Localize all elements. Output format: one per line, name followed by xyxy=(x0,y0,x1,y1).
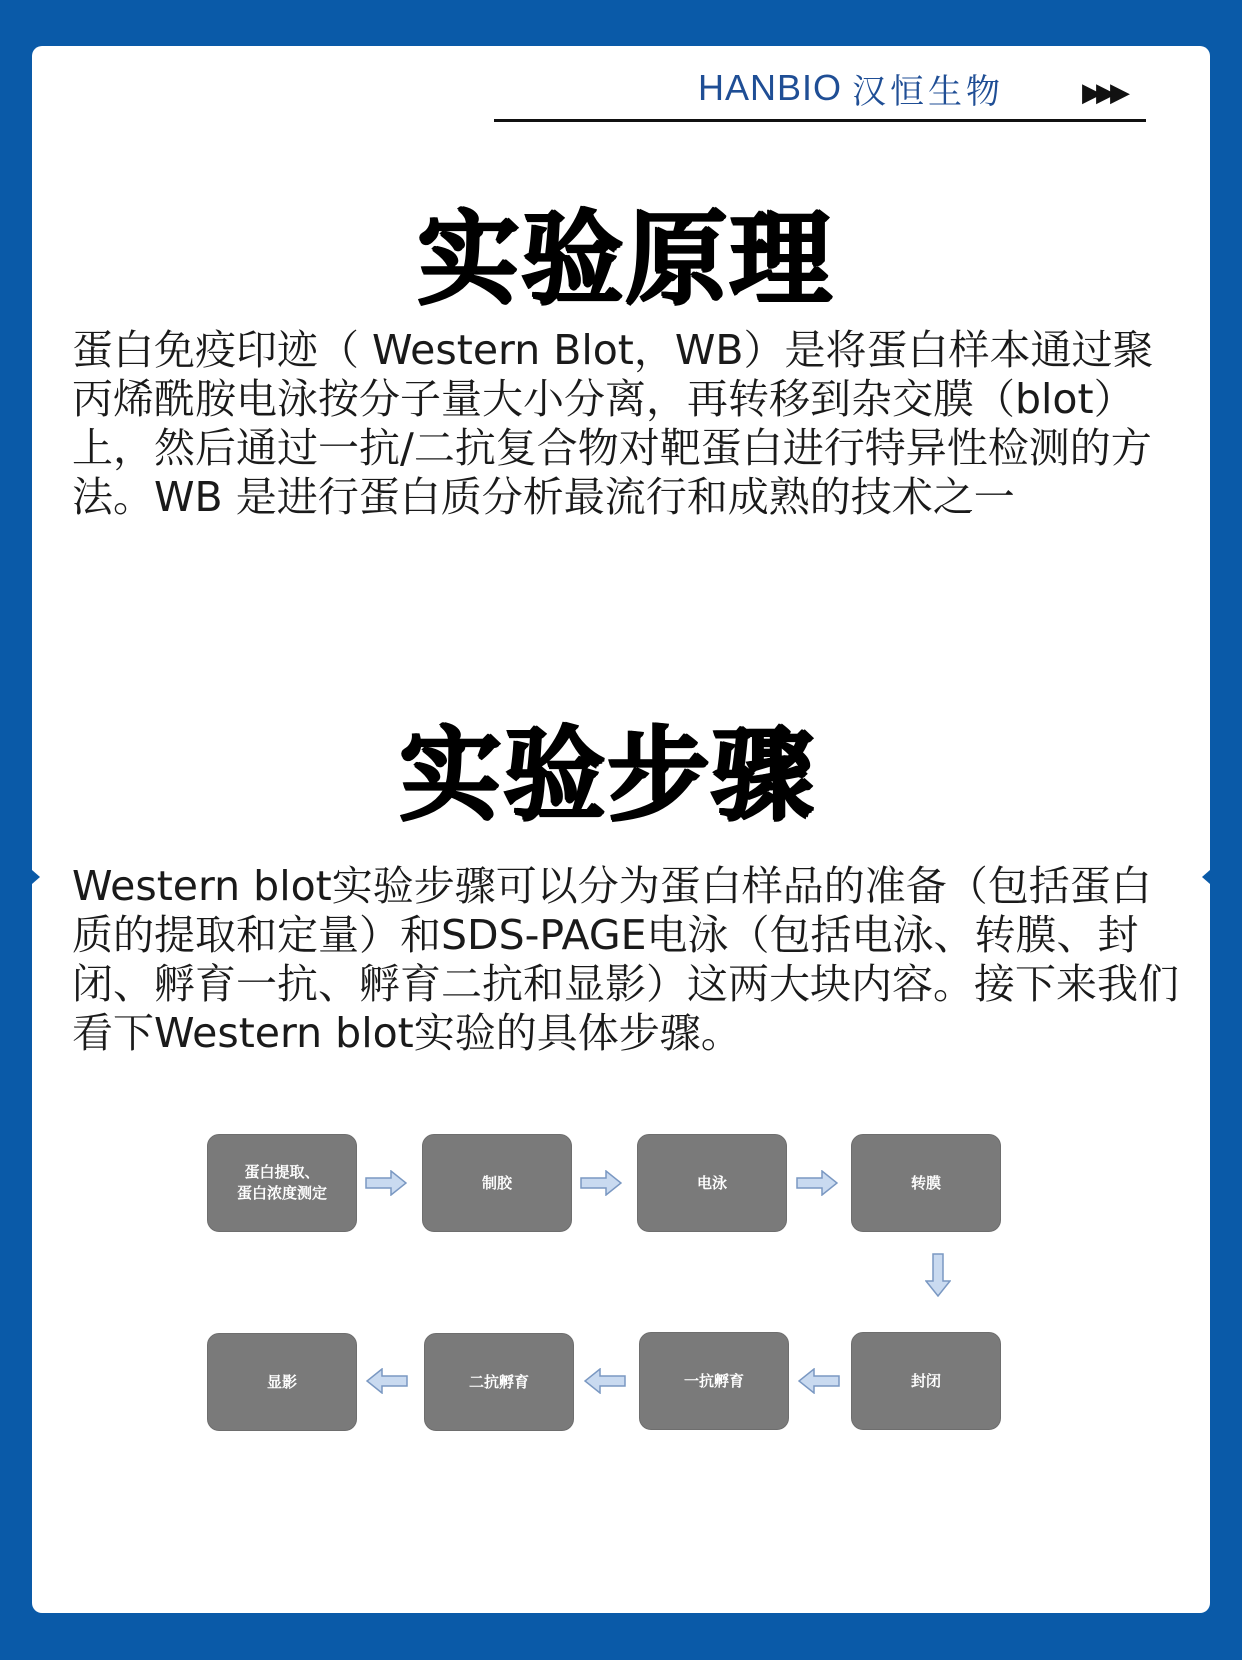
step-electrophoresis xyxy=(637,1134,787,1232)
step-label: 显影 xyxy=(266,1372,297,1391)
step-label: 电泳 xyxy=(696,1173,727,1192)
frame-notch-right xyxy=(1202,870,1210,884)
arrow-left-icon xyxy=(584,1368,626,1394)
step-secondary-antibody xyxy=(424,1333,574,1431)
steps-heading: 实验步骤 xyxy=(399,716,815,835)
step-primary-antibody xyxy=(639,1332,789,1430)
principle-heading: 实验原理 xyxy=(417,200,833,319)
step-blocking xyxy=(851,1332,1001,1430)
brand-logo xyxy=(698,67,1005,112)
step-label: 制胶 xyxy=(481,1173,512,1192)
arrow-right-icon xyxy=(796,1170,838,1196)
brand-name-cn: 汉恒生物 xyxy=(852,71,1005,112)
step-label: 一抗孵育 xyxy=(683,1371,744,1390)
step-protein-extraction xyxy=(207,1134,357,1232)
arrow-right-icon xyxy=(580,1170,622,1196)
step-transfer xyxy=(851,1134,1001,1232)
arrow-left-icon xyxy=(798,1368,840,1394)
header-divider xyxy=(494,119,1146,122)
brand-name: HANBIO xyxy=(698,67,843,108)
principle-text: 蛋白免疫印迹（ Western Blot，WB）是将蛋白样本通过聚丙烯酰胺电泳按分子量大小分离，再转移到杂交膜（blot）上，然后通过一抗/二抗复合物对靶蛋白进行特异性检测的方法。WB 是进行蛋白质分析最流行和成熟的技术之一 xyxy=(72,326,1154,521)
step-label-line2: 蛋白浓度测定 xyxy=(236,1184,327,1202)
step-label: 转膜 xyxy=(910,1173,941,1192)
step-label-line1: 蛋白提取、 xyxy=(244,1163,320,1181)
arrow-left-icon xyxy=(366,1368,408,1394)
step-gel-prep xyxy=(422,1134,572,1232)
arrow-down-icon xyxy=(925,1253,951,1297)
arrow-right-icon xyxy=(365,1170,407,1196)
step-label: 二抗孵育 xyxy=(468,1372,529,1391)
step-imaging xyxy=(207,1333,357,1431)
triple-arrow-icon: ▶▶▶ xyxy=(1082,78,1124,108)
step-label: 封闭 xyxy=(910,1371,941,1390)
frame-notch-left xyxy=(32,870,40,884)
steps-text: Western blot实验步骤可以分为蛋白样品的准备（包括蛋白质的提取和定量）和SDS-PAGE电泳（包括电泳、转膜、封闭、孵育一抗、孵育二抗和显影）这两大块内容。接下来我们看下Western blot实验的具体步骤。 xyxy=(72,862,1179,1057)
